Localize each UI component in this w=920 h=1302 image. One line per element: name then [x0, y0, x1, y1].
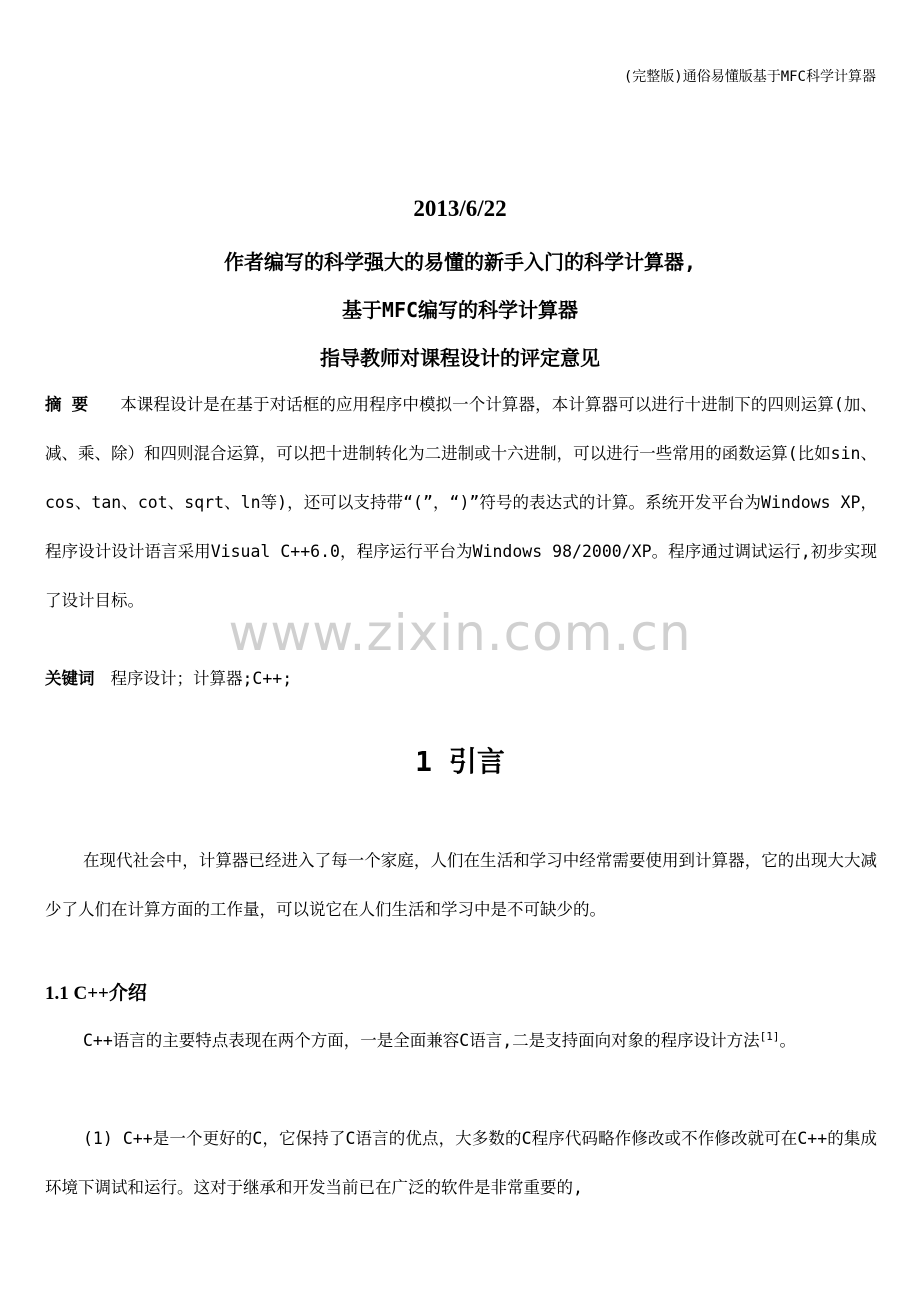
- subsection-1-1-title: 1.1 C++介绍: [45, 983, 147, 1004]
- abstract-text: 本课程设计是在基于对话框的应用程序中模拟一个计算器，本计算器可以进行十进制下的四则运算(加、减、乘、除）和四则混合运算，可以把十进制转化为二进制或十六进制，可以进行一些常用的函数运算(比如sin、cos、tan、cot、sqrt、ln等)，还可以支持带“(”，“)”符号的表达式的计算。系统开发平台为Windows XP，程序设计设计语言采用Visual C++6.0，程序运行平台为Windows 98/2000/XP。程序通过调试运行,初步实现了设计目标。: [45, 395, 878, 610]
- watermark: www.zixin.com.cn: [228, 604, 692, 662]
- cpp-point-1-paragraph: (1) C++是一个更好的C，它保持了C语言的优点，大多数的C程序代码略作修改或不作修改就可在C++的集成环境下调试和运行。这对于继承和开发当前已在广泛的软件是非常重要的,: [45, 1129, 877, 1197]
- abstract-paragraph: [45, 380, 877, 625]
- running-header: (完整版)通俗易懂版基于MFC科学计算器: [623, 69, 876, 85]
- section-1-title: 1 引言: [415, 745, 505, 778]
- abstract-label: 摘要: [45, 395, 99, 414]
- keywords-label: 关键词: [45, 669, 95, 688]
- cpp-intro-text: C++语言的主要特点表现在两个方面，一是全面兼容C语言,二是支持面向对象的程序设计方法: [83, 1031, 760, 1050]
- keywords-text: 程序设计；计算器;C++;: [110, 669, 293, 688]
- document-date: 2013/6/22: [413, 196, 507, 221]
- cpp-intro-end: 。: [779, 1031, 797, 1050]
- title-line-1: 作者编写的科学强大的易懂的新手入门的科学计算器,: [223, 250, 697, 274]
- keywords-paragraph: [45, 654, 877, 703]
- cpp-intro-paragraph: [45, 1016, 877, 1065]
- intro-paragraph: 在现代社会中，计算器已经进入了每一个家庭，人们在生活和学习中经常需要使用到计算器，它的出现大大减少了人们在计算方面的工作量，可以说它在人们生活和学习中是不可缺少的。: [45, 851, 877, 919]
- reference-marker: [1]: [759, 1030, 780, 1043]
- title-line-2: 基于MFC编写的科学计算器: [341, 298, 579, 322]
- title-line-3: 指导教师对课程设计的评定意见: [320, 346, 600, 370]
